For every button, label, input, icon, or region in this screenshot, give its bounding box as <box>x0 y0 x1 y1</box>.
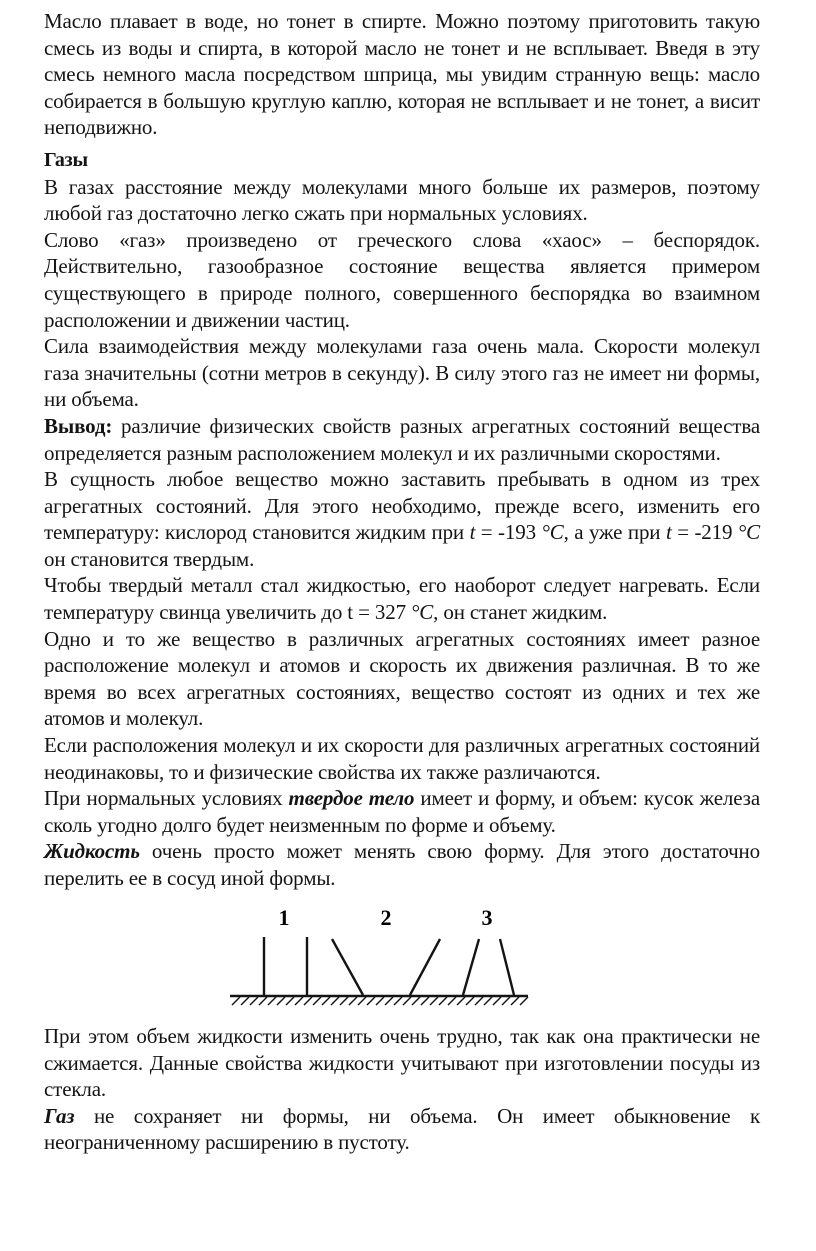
vessel-2-right-wall <box>410 939 440 995</box>
paragraph-oil: Масло плавает в воде, но тонет в спирте. Можно поэтому приготовить такую смесь из воды и спирта, в которой масло не тонет и не всплывает. Введя в эту смесь немного масла посредством шприца, мы увидим странную вещь: масло собирается в большую круглую каплю, которая не всплывает и не тонет, а висит неподвижно. <box>44 9 760 140</box>
hatch-stroke <box>340 997 348 1005</box>
conclusion-label: Вывод: <box>44 413 113 438</box>
hatch-stroke <box>349 997 357 1005</box>
hatch-stroke <box>421 997 429 1005</box>
paragraph-gas-distance: В газах расстояние между молекулами много больше их размеров, поэтому любой газ достаточно легко сжать при нормальных условиях. <box>44 174 760 226</box>
liquid-part-b: очень просто может менять свою форму. Для этого достаточно перелить ее в сосуд иной формы. <box>44 839 760 890</box>
gas-term: Газ <box>44 1103 75 1128</box>
paragraph-liquid <box>44 838 760 891</box>
vessel-3-left-wall <box>463 939 479 995</box>
paragraph-gas-word: Слово «газ» произведено от греческого слова «хаос» – беспорядок. Действительно, газообразное состояние вещества является примером существующего в природе полного, совершенного беспорядка во взаимном расположении и движении частиц. <box>44 227 760 332</box>
three-states-part-a: В сущность любое вещество можно заставить пребывать в одном из трех агрегатных состояний. Для этого необходимо, прежде всего, изменить его температуру: кислород становится жидким при <box>44 467 760 545</box>
hatch-stroke <box>520 997 528 1005</box>
unit-celsius: °C <box>541 520 564 545</box>
paragraph-same-substance: Одно и то же вещество в различных агрегатных состояниях имеет разное расположение молекул и атомов и скорость их движения различная. В то же время во всех агрегатных состояниях, вещество состоят из одних и тех же атомов и молекул. <box>44 626 760 731</box>
hatch-stroke <box>403 997 411 1005</box>
hatch-stroke <box>313 997 321 1005</box>
solid-part-a: При нормальных условиях <box>44 786 289 811</box>
hatch-stroke <box>241 997 249 1005</box>
paragraph-liquid-volume: При этом объем жидкости изменить очень трудно, так как она практически не сжимается. Данные свойства жидкости учитывают при изготовлении посуды из стекла. <box>44 1024 760 1102</box>
symbol-t: t <box>665 520 672 545</box>
paragraph-gas-interaction: Сила взаимодействия между молекулами газа очень мала. Скорости молекул газа значительны (сотни метров в секунду). В силу этого газ не имеет ни формы, ни объема. <box>44 334 760 412</box>
hatch-stroke <box>259 997 267 1005</box>
hatch-stroke <box>511 997 519 1005</box>
paragraph-gas-final <box>44 1103 760 1156</box>
hatch-stroke <box>475 997 483 1005</box>
paragraph-metal <box>44 572 760 625</box>
text-block-bottom <box>44 1023 760 1156</box>
hatch-stroke <box>385 997 393 1005</box>
hatch-stroke <box>430 997 438 1005</box>
hatch-stroke <box>466 997 474 1005</box>
text-block-top <box>44 8 760 892</box>
liquid-term: Жидкость <box>44 839 140 864</box>
figure-label-2: 2 <box>380 905 392 930</box>
heading-gases: Газы <box>44 148 89 171</box>
hatch-stroke <box>250 997 258 1005</box>
hatch-stroke <box>412 997 420 1005</box>
symbol-t: t <box>469 520 476 545</box>
vessel-3-right-wall <box>500 939 514 995</box>
vessels-figure <box>220 905 540 1010</box>
hatch-stroke <box>322 997 330 1005</box>
metal-part-a: Чтобы твердый металл стал жидкостью, его наоборот следует нагревать. Если температуру свинца увеличить до t = 327 <box>44 573 760 625</box>
hatch-stroke <box>277 997 285 1005</box>
hatch-stroke <box>484 997 492 1005</box>
hatch-stroke <box>457 997 465 1005</box>
three-states-part-b: = -193 <box>475 520 542 545</box>
gas-part-b: не сохраняет ни формы, ни объема. Он имеет обыкновение к неограниченному расширению в пустоту. <box>44 1103 760 1155</box>
hatch-stroke <box>331 997 339 1005</box>
unit-celsius: °C <box>411 600 434 625</box>
three-states-part-c: , а уже при <box>563 520 666 545</box>
hatch-stroke <box>376 997 384 1005</box>
paragraph-conclusion <box>44 413 760 466</box>
hatch-stroke <box>448 997 456 1005</box>
hatch-stroke <box>358 997 366 1005</box>
three-states-part-d: = -219 <box>671 520 738 545</box>
figure-label-1: 1 <box>278 905 290 930</box>
paragraph-properties-differ: Если расположения молекул и их скорости для различных агрегатных состояний неодинаковы, то и физические свойства их также различаются. <box>44 733 760 784</box>
metal-part-b: , он станет жидким. <box>433 600 608 625</box>
three-states-part-e: он становится твердым. <box>44 546 255 571</box>
hatch-stroke <box>295 997 303 1005</box>
ground-hatching <box>232 997 528 1005</box>
hatch-stroke <box>286 997 294 1005</box>
hatch-stroke <box>439 997 447 1005</box>
vessel-2-left-wall <box>332 939 363 995</box>
hatch-stroke <box>493 997 501 1005</box>
paragraph-three-states <box>44 466 760 572</box>
conclusion-text: различие физических свойств разных агрегатных состояний вещества определяется разным расположением молекул и их различными скоростями. <box>44 413 760 465</box>
hatch-stroke <box>232 997 240 1005</box>
unit-celsius: °C <box>737 520 760 545</box>
hatch-stroke <box>394 997 402 1005</box>
hatch-stroke <box>367 997 375 1005</box>
paragraph-solid <box>44 785 760 838</box>
solid-part-b: имеет и форму, и объем: кусок железа сколь угодно долго будет неизменным по форме и объему. <box>44 786 760 837</box>
hatch-stroke <box>502 997 510 1005</box>
figure-label-3: 3 <box>481 905 493 930</box>
hatch-stroke <box>304 997 312 1005</box>
solid-term: твердое тело <box>288 786 415 811</box>
hatch-stroke <box>268 997 276 1005</box>
